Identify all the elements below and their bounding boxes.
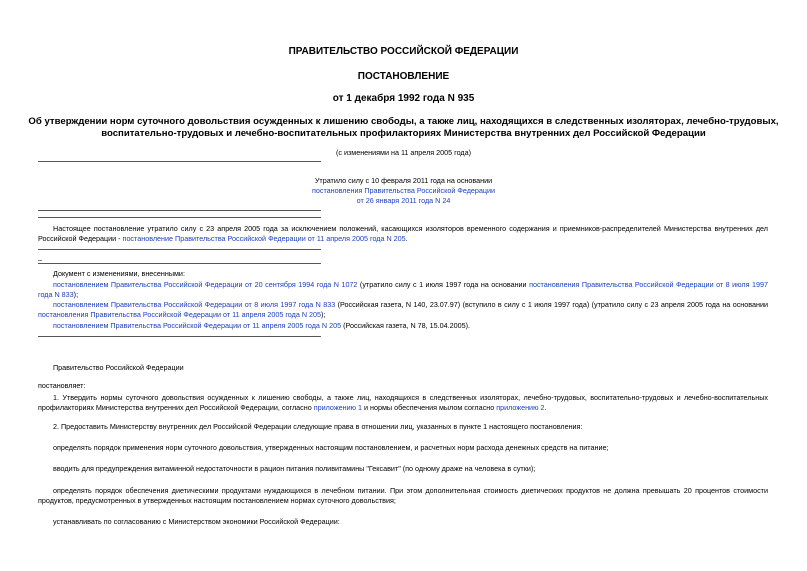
underscore-mark: _ bbox=[38, 252, 42, 261]
change-item-1-link-2[interactable]: постановления Правительства Российской Федерации от 8 июля 1997 года N 833 bbox=[38, 280, 768, 299]
clause-2-right-1: определять порядок применения норм суточного довольствия, утвержденных настоящим постановлением, и расчетных норм расхода денежных средств на питание; bbox=[53, 443, 609, 452]
divider bbox=[38, 336, 321, 337]
notice-end: . bbox=[405, 233, 408, 243]
notice-paragraph bbox=[38, 224, 768, 244]
doc-type-heading: ПОСТАНОВЛЕНИЕ bbox=[357, 71, 450, 82]
clause-1-mid: и нормы обеспечения мылом согласно bbox=[362, 402, 497, 412]
appendix-2-link[interactable]: приложению 2 bbox=[496, 402, 545, 412]
body-government: Правительство Российской Федерации bbox=[53, 363, 184, 372]
divider bbox=[38, 217, 321, 218]
change-item-2 bbox=[38, 300, 768, 320]
invalid-notice-link-text[interactable]: постановления Правительства Российской Федерации bbox=[311, 186, 496, 195]
divider bbox=[38, 249, 321, 250]
notice-text: Настоящее постановление утратило силу с 23 апреля 2005 года за исключением положений, касающихся изоляторов временного содержания и приемников-распределителей Министерства внутренних дел Российской Федерации - bbox=[38, 224, 768, 243]
invalid-notice-link-date[interactable] bbox=[0, 196, 807, 206]
change-item-1 bbox=[38, 280, 768, 300]
change-item-3-link[interactable]: постановлением Правительства Российской Федерации от 11 апреля 2005 года N 205 bbox=[53, 321, 342, 330]
change-item-3 bbox=[38, 321, 768, 331]
document-title-line-2: воспитательно-трудовых и лечебно-воспитательных профилакториях Министерства внутренних дел Российской Федерации bbox=[101, 128, 706, 139]
appendix-1-link[interactable]: приложению 1 bbox=[313, 402, 363, 412]
invalid-notice-text: Утратило силу с 10 февраля 2011 года на основании bbox=[314, 176, 493, 185]
invalid-notice-link-date-text[interactable]: от 26 января 2011 года N 24 bbox=[356, 196, 451, 205]
clause-1 bbox=[38, 393, 768, 413]
invalid-notice-link[interactable] bbox=[0, 186, 807, 196]
clause-2: 2. Предоставить Министерству внутренних дел Российской Федерации следующие права в отношении лиц, указанных в пункте 1 настоящего постановления: bbox=[53, 422, 583, 431]
clause-2-right-2: вводить для предупреждения витаминной недостаточности в рацион питания поливитамины "Гексавит" (по одному драже на человека в сутки); bbox=[53, 464, 536, 473]
change-item-2-link[interactable]: постановлением Правительства Российской Федерации от 8 июля 1997 года N 833 bbox=[53, 300, 336, 309]
clause-1-text: 1. Утвердить нормы суточного довольствия осужденных к лишению свободы, а также лиц, находящихся в следственных изоляторах, лечебно-трудовых, воспитательно-трудовых и лечебно-воспитательных профилакториях Министерства внутренних дел Российской Федерации, согласно bbox=[38, 393, 768, 412]
changes-heading: Документ с изменениями, внесенными: bbox=[53, 269, 185, 278]
change-item-2-end: ); bbox=[321, 309, 326, 319]
body-resolves: постановляет: bbox=[38, 381, 86, 390]
change-item-2-text: (Российская газета, N 140, 23.07.97) (вступило в силу с 1 июля 1997 года) (утратило силу с 23 апреля 2005 года на основании bbox=[335, 300, 768, 309]
document-title-line-1: Об утверждении норм суточного довольствия осужденных к лишению свободы, а также лиц, находящихся в следственных изоляторах, лечебно-трудовых, bbox=[28, 116, 779, 127]
divider bbox=[38, 263, 321, 264]
clause-1-end: . bbox=[544, 402, 547, 412]
government-heading: ПРАВИТЕЛЬСТВО РОССИЙСКОЙ ФЕДЕРАЦИИ bbox=[288, 46, 519, 57]
divider bbox=[38, 161, 321, 162]
revision-note: (с изменениями на 11 апреля 2005 года) bbox=[335, 148, 472, 157]
date-number-heading: от 1 декабря 1992 года N 935 bbox=[332, 93, 475, 104]
change-item-1-text: (утратило силу с 1 июля 1997 года на основании bbox=[357, 280, 530, 289]
clause-2-right-4: устанавливать по согласованию с Министерством экономики Российской Федерации: bbox=[53, 517, 340, 526]
clause-2-right-3: определять порядок обеспечения диетическими продуктами нуждающихся в лечебном питании. При этом дополнительная стоимость диетических продуктов не должна превышать 20 процентов стоимости продуктов, предусмотренных в утвержденных настоящим постановлением нормах суточного довольствия; bbox=[38, 486, 768, 505]
divider bbox=[38, 210, 321, 211]
change-item-1-end: ); bbox=[73, 289, 79, 299]
change-item-2-link-2[interactable]: постановления Правительства Российской Федерации от 11 апреля 2005 года N 205 bbox=[38, 309, 322, 319]
notice-link[interactable]: постановление Правительства Российской Федерации от 11 апреля 2005 года N 205 bbox=[122, 233, 406, 243]
change-item-1-link[interactable]: постановлением Правительства Российской Федерации от 20 сентября 1994 года N 1072 bbox=[53, 280, 358, 289]
change-item-3-text: (Российская газета, N 78, 15.04.2005). bbox=[341, 321, 471, 330]
